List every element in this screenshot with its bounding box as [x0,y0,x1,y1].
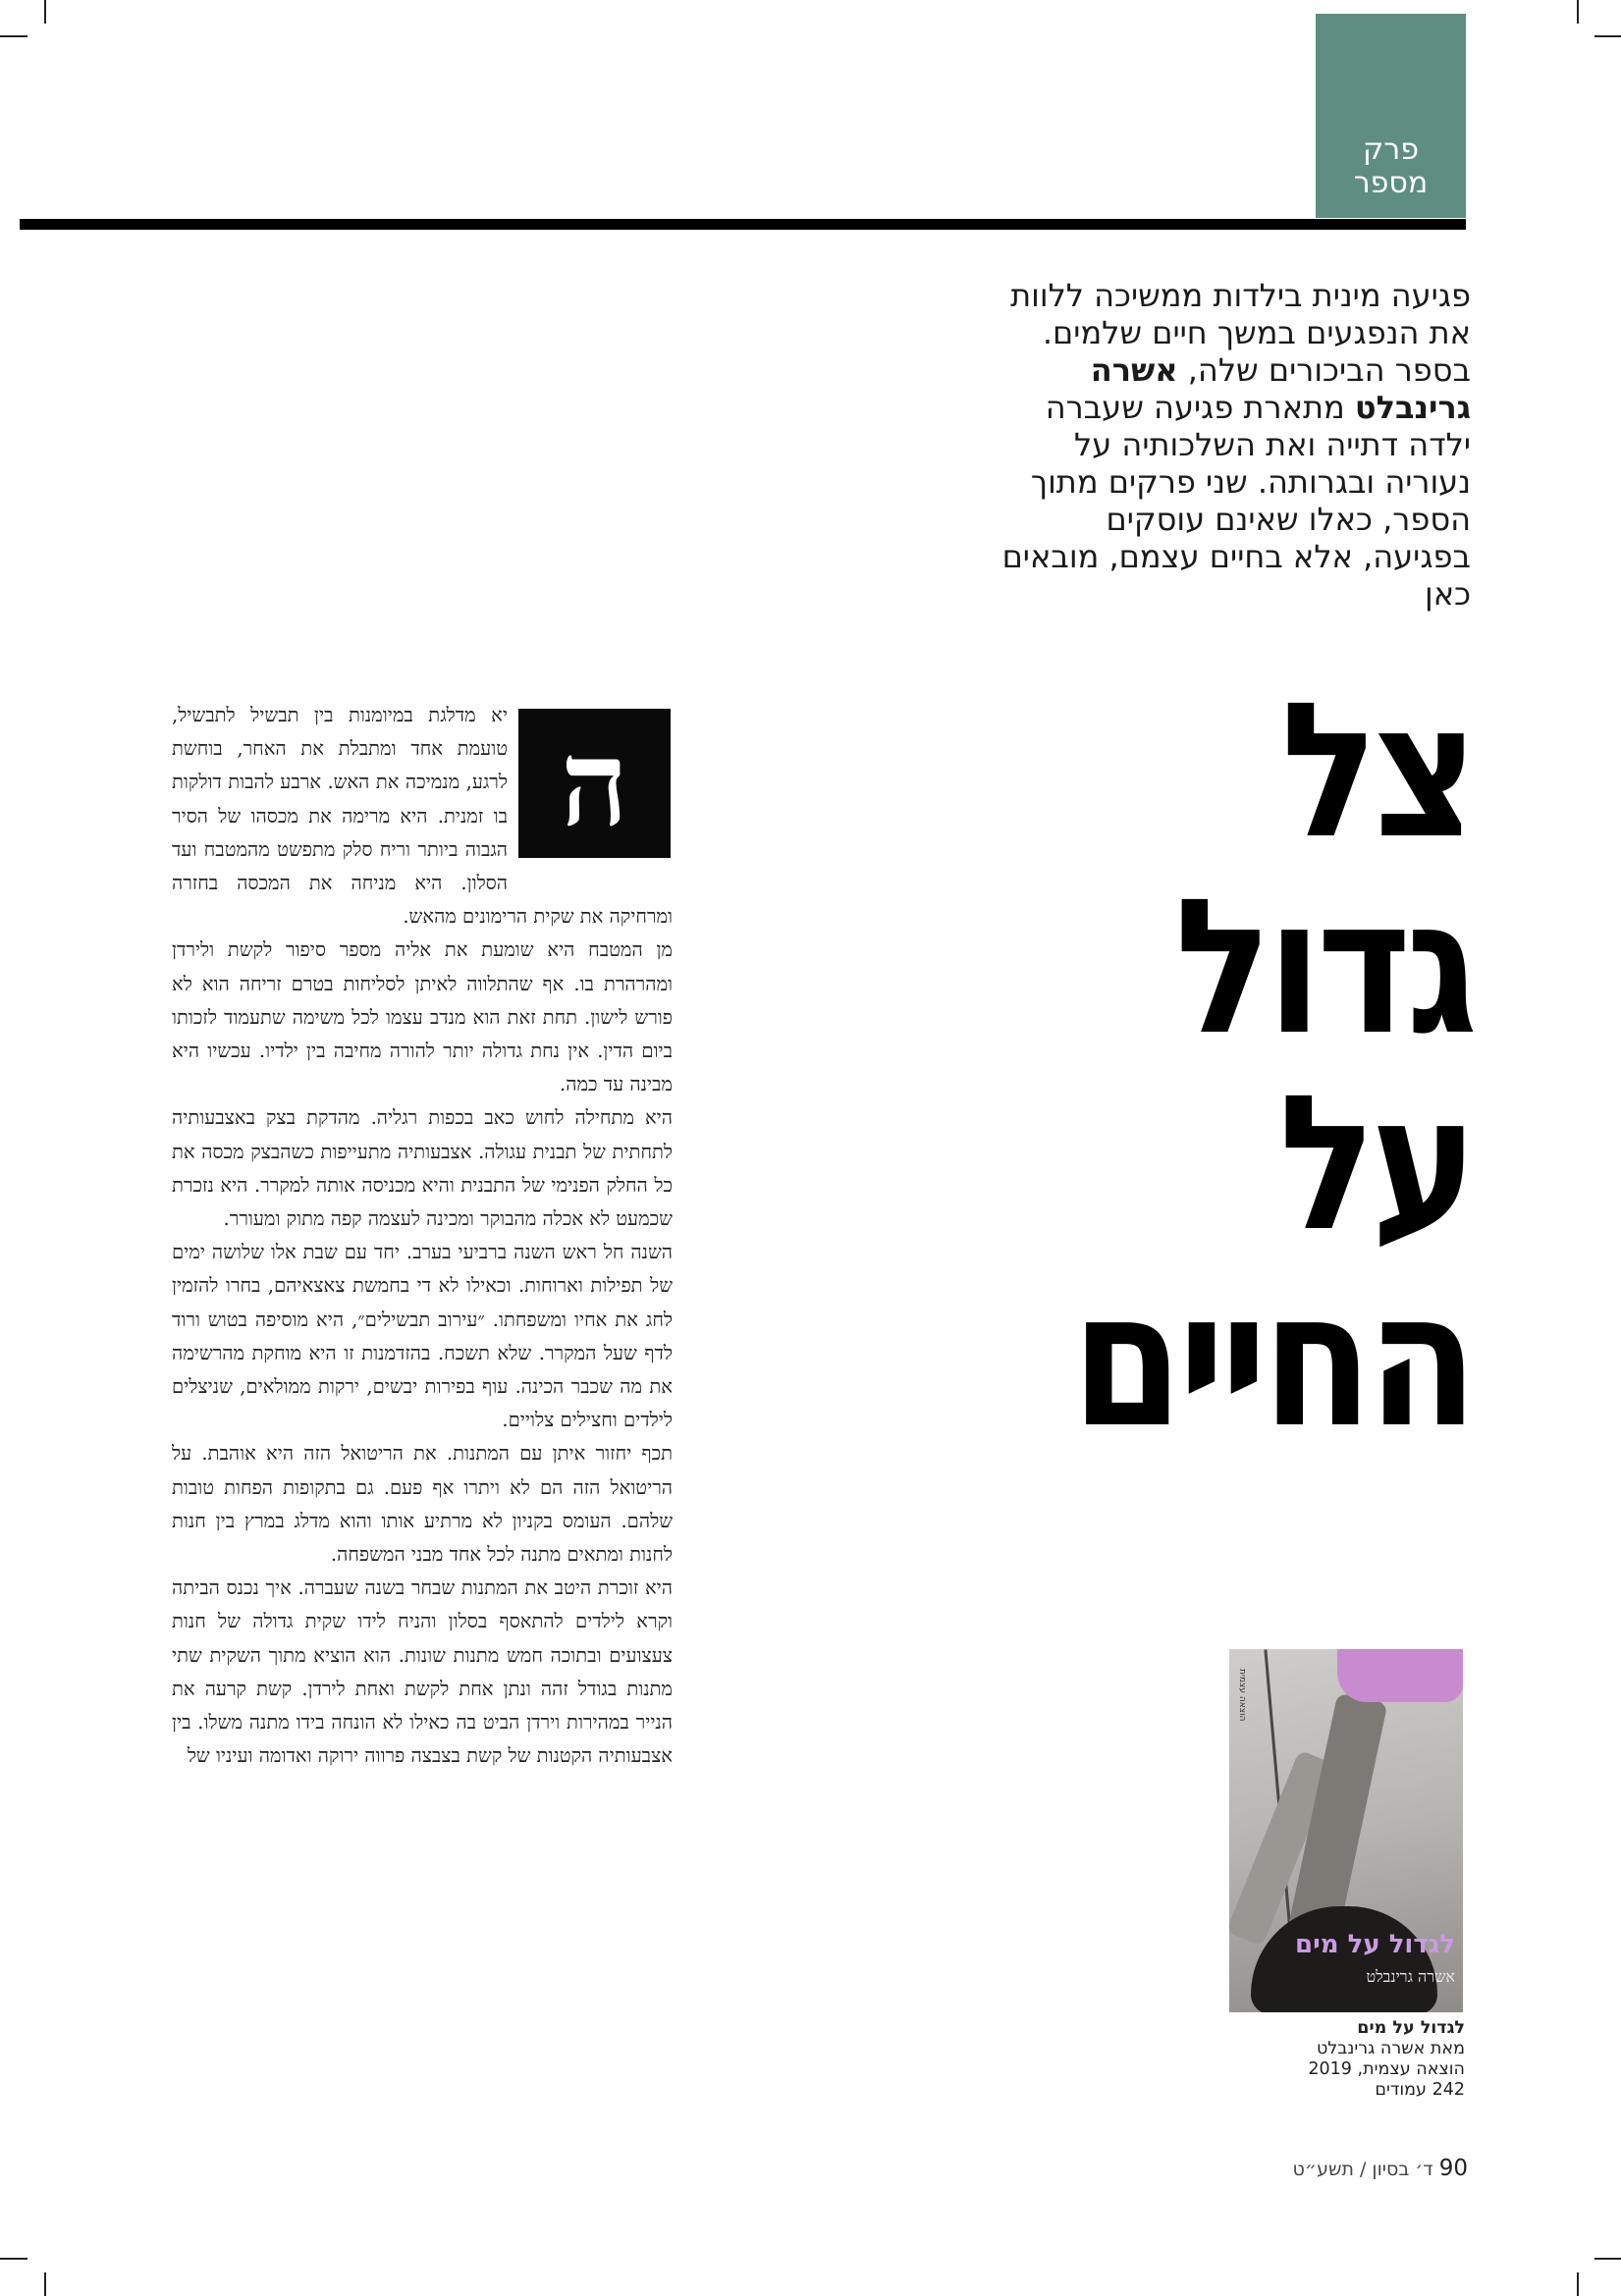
body-paragraph: תכף יחזור איתן עם המתנות. את הריטואל הזה היא אוהבת. על הריטואל הזה הם לא ויתרו אף פעם. גם בתקופות הפחות טובות שלהם. העומס בקניון לא מרתיע אותו והוא מדלג במרץ בין חנות לחנות ומתאים מתנה לכל אחד מבני המשפחה. [172,1442,673,1567]
body-paragraph: היא מתחילה לחוש כאב בכפות רגליה. מהדקת בצק באצבעותיה לתחתית של תבנית עגולה. אצבעותיה מתעייפות כשהבצק מכסה את כל החלק הפנימי של התבנית והיא מכניסה אותה למקרר. היא נזכרת שכמעט לא אכלה מהבוקר ומכינה לעצמה קפה מתוק ומעורר. [172,1106,673,1231]
body-paragraph: היא זוכרת היטב את המתנות שבחר בשנה שעברה. איך נכנס הביתה וקרא לילדים להתאסף בסלון והניח לידו שקית גדולה של חנות צעצועים ובתוכה חמש מתנות שונות. הוא הוציא מתוך השקית שתי מתנות בגודל זהה ונתן אחת לקשת ואחת לירדן. קשת קרעה את הנייר במהירות וירדן הביט בה כאילו לא הונחה בידו מתנה משלו. בין אצבעותיה הקטנות של קשת בצבצה פרווה ירוקה ואדומה ועיניו של [172,1576,673,1768]
crop-mark [1594,35,1621,37]
headline [949,663,1473,1468]
body-fade [172,2061,682,2109]
section-tag-line1: פרק [1363,133,1419,167]
body-paragraph: יא מדלגת במיומנות בין תבשיל לתבשיל, טועמת אחד ומתבלת את האחר, בוחשת לרגע, מנמיכה את האש. ארבע להבות דולקות בו זמנית. היא מרימה את מכסהו של הסיר הגבוה ביותר וריח סלק מתפשט מהמטבח ועד הסלון. היא מניחה את המכסה בחזרה ומרחיקה את שקית הרימונים מהאש. [172,704,673,929]
section-tag-line2: מספר [1353,166,1429,200]
cover-tire [1251,1906,1437,2012]
caption-title: לגדול על מים [1357,2018,1465,2038]
page-number: 90 [1438,2156,1468,2181]
intro-after-author: מתארת פגיעה שעברה ילדה דתייה ואת השלכותיה על נעוריה ובגרותה. שני פרקים מתוך הספר, כאלו שאינם עוסקים בפגיעה, אלא בחיים עצמם, מובאים כאן [1001,389,1471,613]
caption-pages: 242 עמודים [1375,2080,1465,2100]
intro-author: אשרה גרינבלט [1090,351,1471,426]
headline-line2: גדול [1174,859,1473,1076]
issue-date: ד׳ בסיון / תשע״ט [1292,2159,1433,2180]
caption-publisher: הוצאה עצמית, 2019 [1308,2059,1465,2079]
section-tag [1316,14,1466,218]
headline-line3: על [1278,1055,1473,1272]
crop-mark [44,0,46,24]
cover-author: אשרה גרינבלט [1366,1967,1455,1986]
crop-mark [0,35,27,37]
crop-mark [1577,2272,1579,2296]
cover-title: לגדול על מים [1294,1930,1455,1959]
body-paragraph: מן המטבח היא שומעת את אליה מספר סיפור לקשת ולירדן ומהרהרת בו. אף שהתלווה לאיתן לסליחות בטרם זריחה הוא לא פורש לישון. תחת זאת הוא מנדב עצמו לכל משימה שתעמוד לזכותו ביום הדין. אין נחת גדולה יותר להורה מחיבה בין ילדיו. עכשיו היא מבינה עד כמה. [172,938,673,1096]
crop-mark [1594,2258,1621,2260]
body-paragraph: השנה חל ראש השנה ברביעי בערב. יחד עם שבת אלו שלושה ימים של תפילות וארוחות. וכאילו לא די בחמשת צאצאיהם, בחרו להזמין לחג את אחיו ומשפחתו. ״עירוב תבשילים״, היא מוסיפה בטוש ורוד לדף שעל המקרר. שלא תשכח. בהזדמנות זו היא מוחקת מהרשימה את מה שכבר הכינה. עוף בפירות יבשים, ירקות ממולאים, שניצלים לילדים וחצילים צלויים. [172,1241,673,1432]
cover-figure [1337,1649,1463,1702]
cover-publisher: הוצאה עצמית [1237,1669,1247,1722]
headline-line1: צל [1280,663,1473,880]
crop-mark [1577,0,1579,24]
intro-deck [992,277,1471,613]
article-body [172,699,673,1774]
book-caption [1208,2018,1465,2101]
crop-mark [44,2272,46,2296]
page-footer [1178,2156,1468,2181]
book-cover-image [1229,1649,1463,2012]
top-rule [20,219,1466,230]
headline-line4: החיים [1071,1252,1473,1468]
crop-mark [0,2258,27,2260]
intro-before-author: פגיעה מינית בילדות ממשיכה ללוות את הנפגעים במשך חיים שלמים. בספר הביכורים שלה, [1010,277,1471,389]
drop-cap: ה [518,709,671,858]
caption-author: מאת אשרה גרינבלט [1316,2039,1465,2058]
